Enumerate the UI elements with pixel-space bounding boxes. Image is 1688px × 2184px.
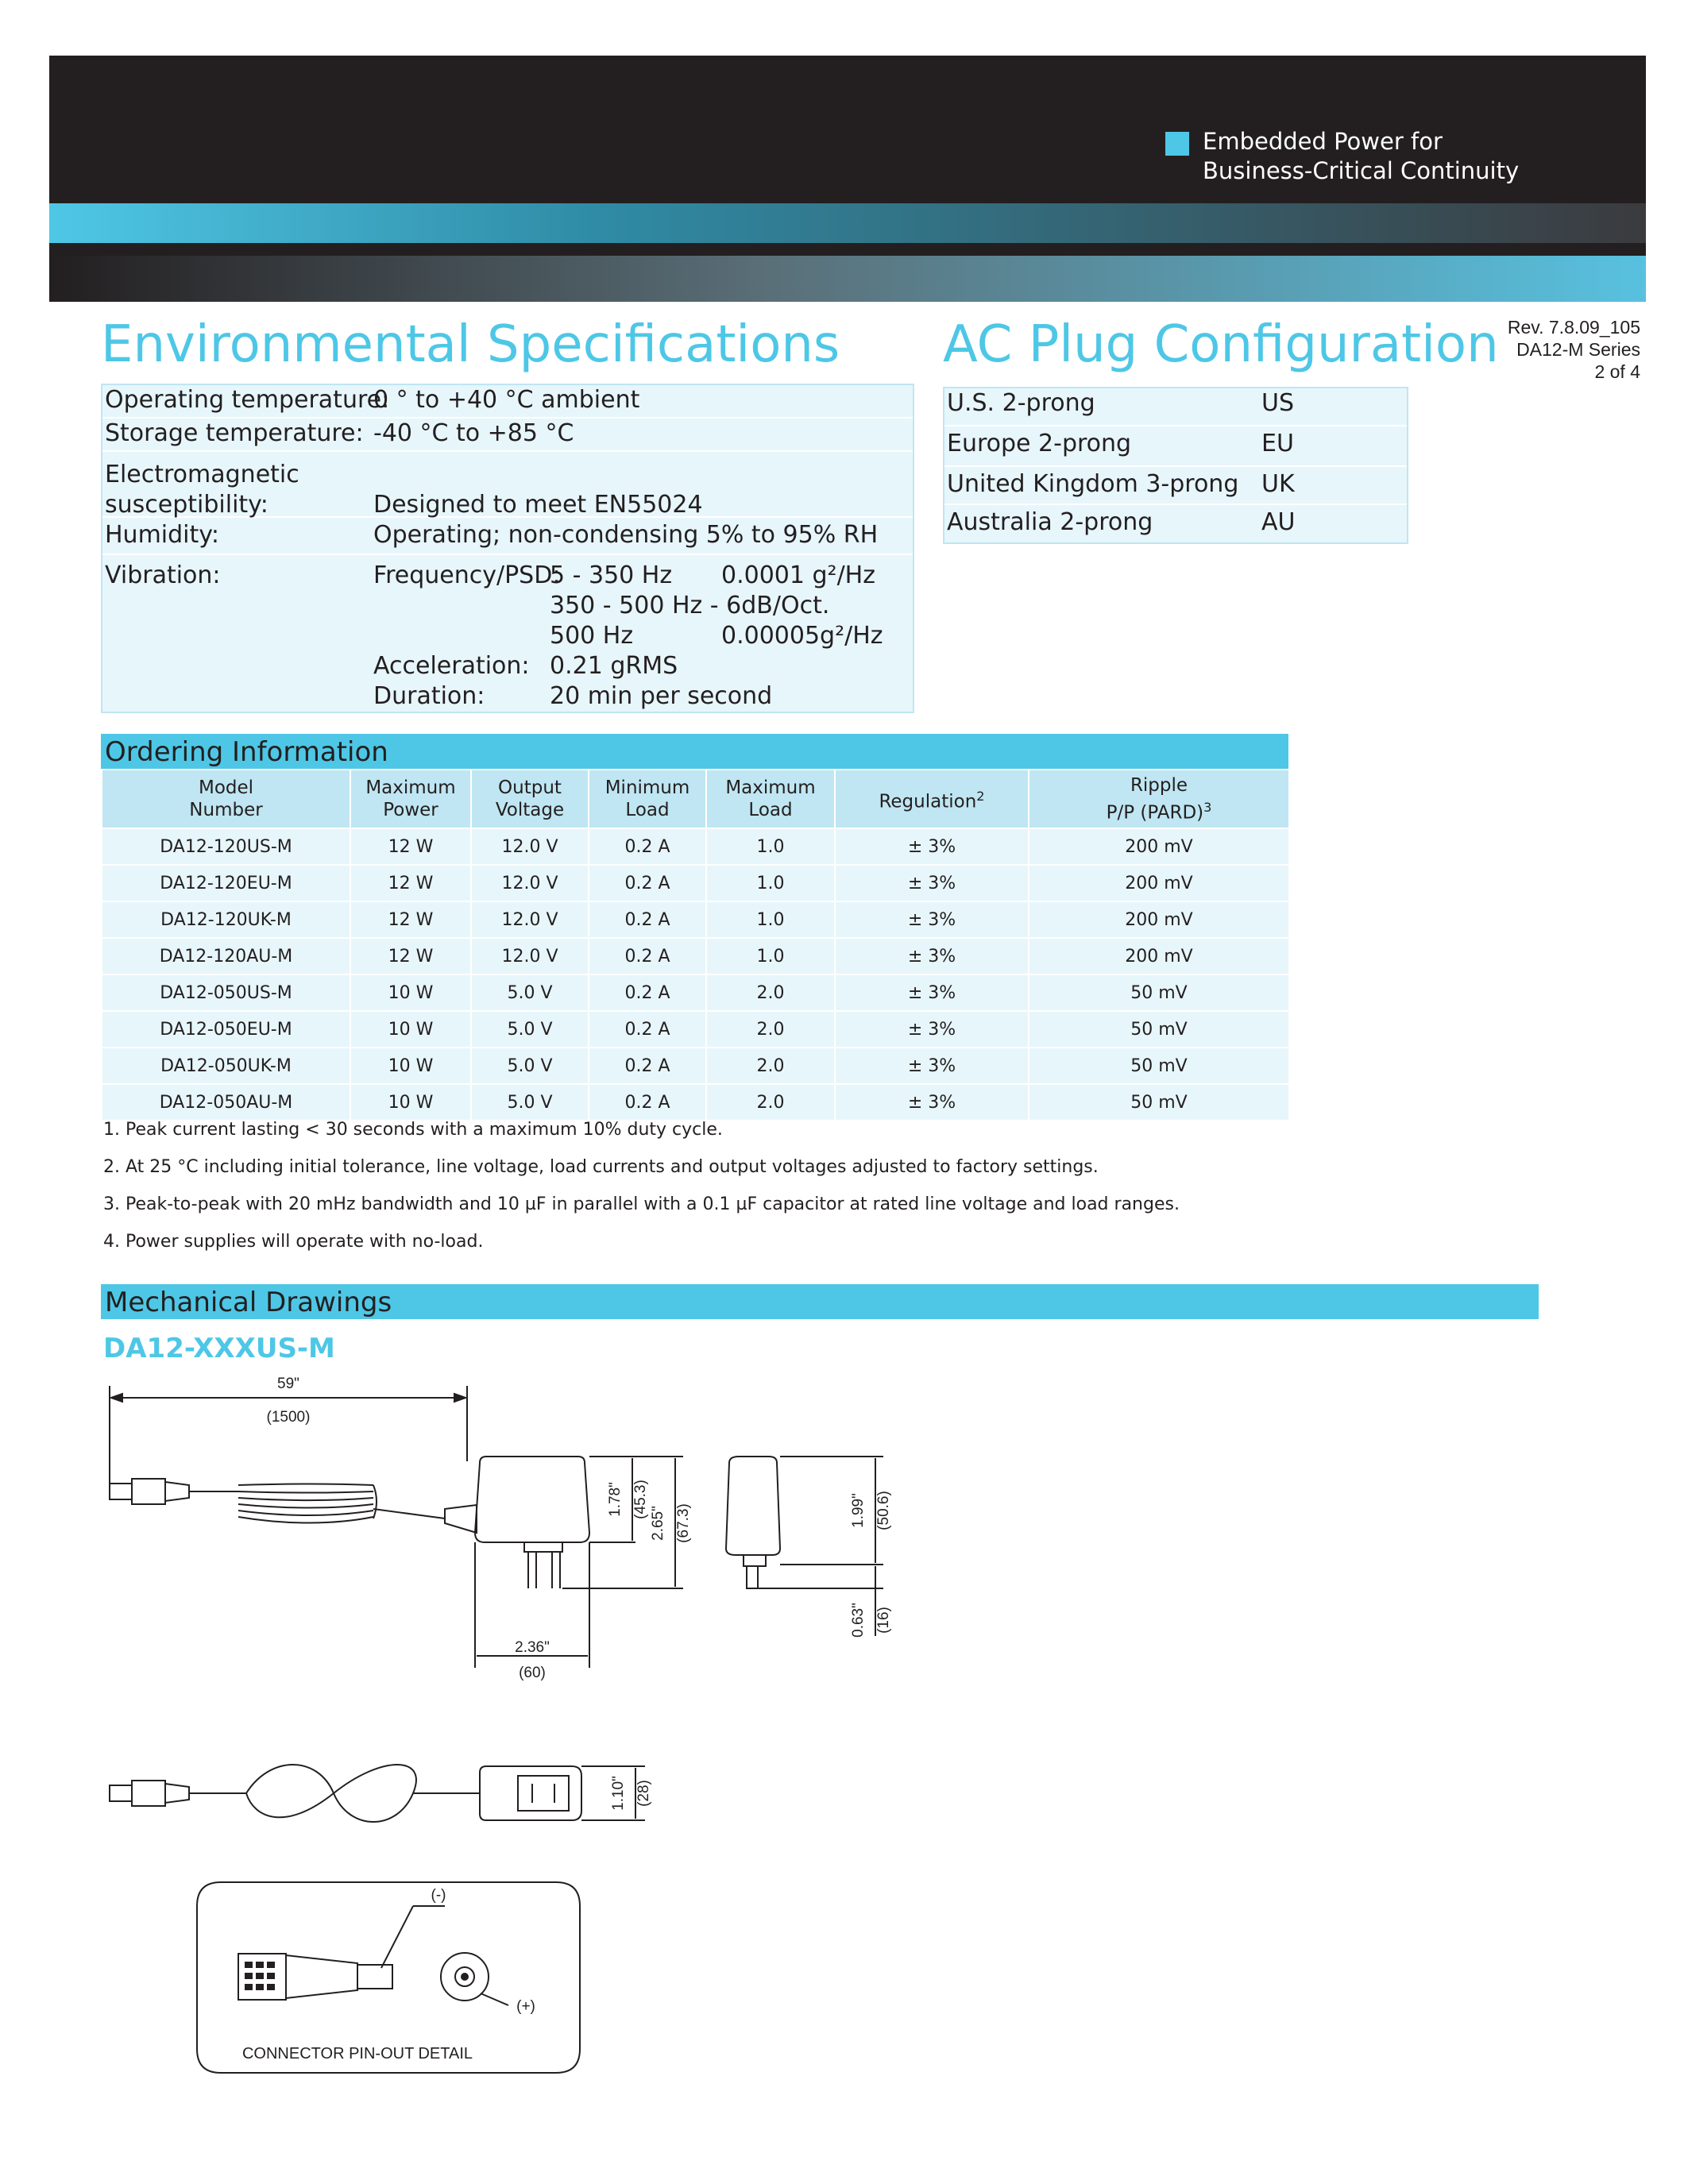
acceleration-label: Acceleration: — [373, 652, 530, 680]
ordering-cell: DA12-120EU-M — [102, 865, 350, 901]
col-regulation: Regulation$^2$ — [835, 770, 1029, 828]
dim-h178-mm: (45.3) — [632, 1480, 649, 1519]
mechanical-title: Mechanical Drawings — [105, 1287, 392, 1318]
col-max-power: Maximum Power — [350, 770, 471, 828]
ordering-cell: 10 W — [350, 974, 471, 1011]
ordering-cell: 12.0 V — [471, 865, 589, 901]
connector-positive-label: (+) — [516, 1998, 535, 2015]
ordering-cell: 200 mV — [1029, 828, 1289, 865]
col-max-load: Maximum Load — [706, 770, 835, 828]
revision-number: Rev. 7.8.09_105 — [1507, 317, 1640, 338]
dim-cable-mm: (1500) — [266, 1409, 311, 1426]
drawing-model-name: DA12-XXXUS-M — [103, 1333, 335, 1364]
duration-value: 20 min per second — [550, 682, 773, 710]
freq-row1-range: 5 - 350 Hz — [550, 561, 673, 589]
environmental-title: Environmental Specifications — [101, 315, 840, 374]
ordering-cell: ± 3% — [835, 1011, 1029, 1048]
freq-row3-psd: 0.00005g²/Hz — [721, 622, 883, 650]
acceleration-value: 0.21 gRMS — [550, 652, 678, 680]
ordering-cell: 200 mV — [1029, 865, 1289, 901]
ordering-cell: 50 mV — [1029, 1011, 1289, 1048]
ordering-cell: 12.0 V — [471, 828, 589, 865]
ordering-cell: 5.0 V — [471, 974, 589, 1011]
ordering-cell: ± 3% — [835, 1048, 1029, 1084]
footnote-4: 4. Power supplies will operate with no-load. — [103, 1232, 484, 1252]
storage-temp-value: -40 °C to +85 °C — [373, 419, 574, 447]
ordering-cell: 12 W — [350, 828, 471, 865]
humidity-label: Humidity: — [105, 521, 219, 549]
ordering-cell: 0.2 A — [589, 1084, 706, 1121]
ordering-cell: DA12-050UK-M — [102, 1048, 350, 1084]
ordering-cell: DA12-120US-M — [102, 828, 350, 865]
ac-plug-title: AC Plug Configuration — [943, 315, 1499, 374]
ordering-cell: 10 W — [350, 1011, 471, 1048]
operating-temp-value: 0 ° to +40 °C ambient — [373, 386, 640, 414]
ordering-cell: 12 W — [350, 938, 471, 974]
dim-w236-in: 2.36" — [515, 1639, 550, 1656]
dim-h110-in: 1.10" — [610, 1776, 627, 1811]
col-ripple: Ripple P/P (PARD)$^3$ — [1029, 770, 1289, 828]
freq-row1-psd: 0.0001 g²/Hz — [721, 561, 875, 589]
col-model-number: Model Number — [102, 770, 350, 828]
ordering-cell: 200 mV — [1029, 901, 1289, 938]
ordering-cell: 50 mV — [1029, 1084, 1289, 1121]
emc-label-line2: susceptibility: — [105, 491, 268, 519]
ordering-cell: DA12-050US-M — [102, 974, 350, 1011]
ordering-cell: 12 W — [350, 865, 471, 901]
plug-row-code: AU — [1261, 508, 1296, 536]
plug-row-name: United Kingdom 3-prong — [947, 470, 1239, 498]
tagline-line1: Embedded Power for — [1203, 128, 1443, 155]
ordering-cell: 5.0 V — [471, 1048, 589, 1084]
ordering-cell: 12.0 V — [471, 901, 589, 938]
ordering-cell: 5.0 V — [471, 1084, 589, 1121]
ordering-cell: ± 3% — [835, 974, 1029, 1011]
ordering-cell: 0.2 A — [589, 901, 706, 938]
ordering-title: Ordering Information — [105, 736, 388, 768]
ordering-cell: DA12-050EU-M — [102, 1011, 350, 1048]
ordering-cell: 0.2 A — [589, 1048, 706, 1084]
dim-h265-mm: (67.3) — [675, 1503, 692, 1543]
footnote-2: 2. At 25 °C including initial tolerance, line voltage, load currents and output voltages adjusted to factory settings. — [103, 1157, 1099, 1177]
ordering-cell: ± 3% — [835, 1084, 1029, 1121]
series-name: DA12-M Series — [1516, 339, 1640, 360]
ordering-cell: 12 W — [350, 901, 471, 938]
plug-row-name: U.S. 2-prong — [947, 389, 1095, 417]
ordering-cell: ± 3% — [835, 828, 1029, 865]
dim-h063-in: 0.63" — [850, 1603, 867, 1638]
ordering-cell: 0.2 A — [589, 938, 706, 974]
dim-cable-in: 59" — [277, 1376, 299, 1392]
ordering-cell: ± 3% — [835, 938, 1029, 974]
footnote-1: 1. Peak current lasting < 30 seconds with a maximum 10% duty cycle. — [103, 1120, 723, 1140]
dim-h178-in: 1.78" — [607, 1482, 624, 1517]
duration-label: Duration: — [373, 682, 485, 710]
ordering-cell: 0.2 A — [589, 1011, 706, 1048]
footnote-3: 3. Peak-to-peak with 20 mHz bandwidth and 10 µF in parallel with a 0.1 µF capacitor at rated line voltage and load ranges. — [103, 1194, 1180, 1214]
ordering-cell: 1.0 — [706, 901, 835, 938]
plug-row-name: Australia 2-prong — [947, 508, 1153, 536]
dim-h199-in: 1.99" — [850, 1493, 867, 1528]
ordering-cell: 1.0 — [706, 865, 835, 901]
ordering-cell: ± 3% — [835, 901, 1029, 938]
ordering-cell: 10 W — [350, 1084, 471, 1121]
ordering-cell: 5.0 V — [471, 1011, 589, 1048]
freq-row2: 350 - 500 Hz - 6dB/Oct. — [550, 592, 830, 619]
ordering-cell: 2.0 — [706, 1048, 835, 1084]
ordering-cell: 1.0 — [706, 938, 835, 974]
ordering-cell: DA12-120UK-M — [102, 901, 350, 938]
dim-w236-mm: (60) — [519, 1665, 546, 1681]
col-min-load: Minimum Load — [589, 770, 706, 828]
ordering-cell: DA12-050AU-M — [102, 1084, 350, 1121]
ordering-cell: 10 W — [350, 1048, 471, 1084]
page-number: 2 of 4 — [1594, 361, 1640, 382]
connector-negative-label: (-) — [431, 1887, 446, 1904]
storage-temp-label: Storage temperature: — [105, 419, 364, 447]
ordering-cell: 200 mV — [1029, 938, 1289, 974]
ordering-cell: DA12-120AU-M — [102, 938, 350, 974]
col-output-voltage: Output Voltage — [471, 770, 589, 828]
dim-h063-mm: (16) — [875, 1607, 892, 1634]
ordering-cell: 2.0 — [706, 974, 835, 1011]
connector-caption: CONNECTOR PIN-OUT DETAIL — [241, 2045, 473, 2062]
operating-temp-label: Operating temperature: — [105, 386, 390, 414]
ordering-cell: 12.0 V — [471, 938, 589, 974]
freq-row3-range: 500 Hz — [550, 622, 634, 650]
ordering-cell: ± 3% — [835, 865, 1029, 901]
frequency-psd-label: Frequency/PSD: — [373, 561, 561, 589]
ordering-cell: 0.2 A — [589, 828, 706, 865]
tagline-line2: Business-Critical Continuity — [1203, 157, 1520, 184]
dim-h199-mm: (50.6) — [875, 1491, 892, 1530]
ordering-cell: 1.0 — [706, 828, 835, 865]
plug-row-code: EU — [1261, 430, 1294, 457]
dim-h265-in: 2.65" — [650, 1506, 666, 1541]
ordering-cell: 2.0 — [706, 1084, 835, 1121]
plug-row-code: US — [1261, 389, 1295, 417]
vibration-label: Vibration: — [105, 561, 221, 589]
dim-h110-mm: (28) — [635, 1780, 652, 1807]
ordering-cell: 50 mV — [1029, 974, 1289, 1011]
ordering-cell: 2.0 — [706, 1011, 835, 1048]
ordering-cell: 50 mV — [1029, 1048, 1289, 1084]
ordering-cell: 0.2 A — [589, 865, 706, 901]
humidity-value: Operating; non-condensing 5% to 95% RH — [373, 521, 879, 549]
plug-row-name: Europe 2-prong — [947, 430, 1132, 457]
emc-value: Designed to meet EN55024 — [373, 491, 703, 519]
emc-label-line1: Electromagnetic — [105, 461, 299, 488]
plug-row-code: UK — [1261, 470, 1295, 498]
ordering-cell: 0.2 A — [589, 974, 706, 1011]
